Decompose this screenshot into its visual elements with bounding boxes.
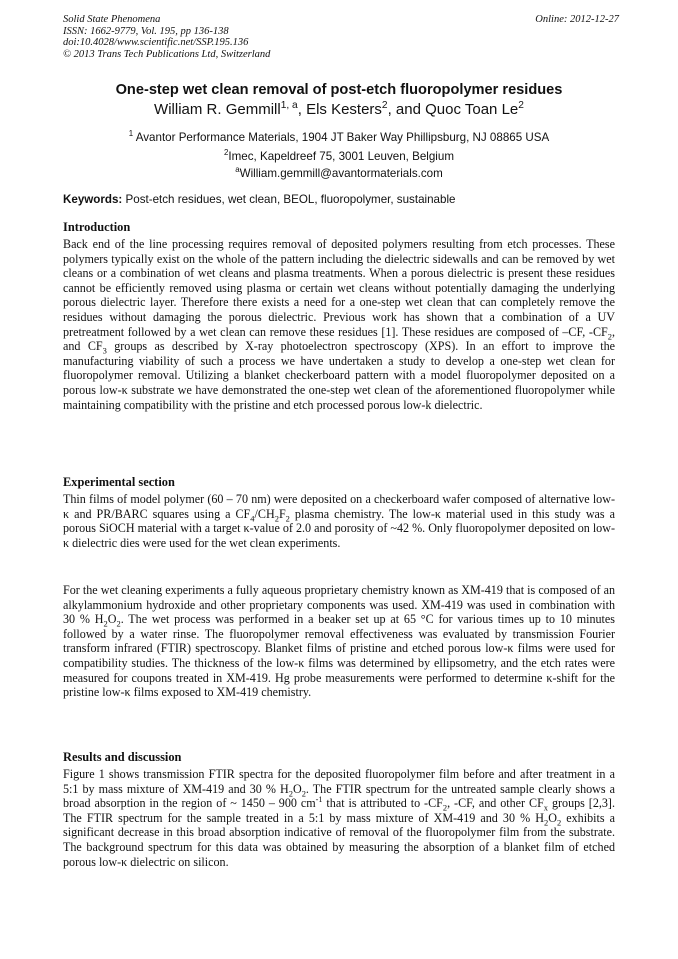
experimental-paragraph-1: Thin films of model polymer (60 – 70 nm) were deposited on a checkerboard wafer composed of alternative low-κ and PR/BARC squares using a $CF_4/CH_2F_2$ plasma chemistry. The low-κ material used in this study was a porous SiOCH material with a target κ-value of 2.0 and porosity of ~42 %. Only fluoropolymer deposited on low-κ dielectric dies were used for the wet clean experiments. — [63, 492, 615, 550]
author-name: Quoc Toan Le — [425, 101, 519, 118]
keywords-text: Post-etch residues, wet clean, BEOL, fluoropolymer, sustainable — [125, 193, 456, 206]
affiliation-mark: 1 — [128, 129, 134, 139]
keywords — [63, 193, 619, 206]
online-date: Online: 2012-12-27 — [535, 14, 619, 25]
affiliation-1 — [40, 131, 638, 144]
keywords-label: Keywords: — [63, 193, 123, 206]
author-affiliation-mark: 1, a — [280, 100, 298, 111]
affiliation-2 — [40, 150, 638, 163]
email-address: William.gemmill@avantormaterials.com — [239, 167, 443, 180]
doi-line: doi:10.4028/www.scientific.net/SSP.195.136 — [63, 37, 249, 48]
affiliation-mark: a — [235, 165, 240, 175]
affiliation-email — [40, 167, 638, 180]
author-name: Els Kesters — [306, 101, 382, 118]
section-heading-results: Results and discussion — [63, 750, 182, 764]
author-affiliation-mark: 2 — [518, 100, 524, 111]
introduction-paragraph: Back end of the line processing requires removal of deposited polymers resulting from etch processes. These polymers typically exist on the whole of the pattern including the dielectric sidewalls and can be removed by wet cleans or a combination of wet cleans and plasma treatments. When a porous dielectric is present these residues cannot be efficiently removed using plasma or certain wet cleans without potentially damaging the underlying porous dielectric layer. Therefore there exists a need for a one-step wet clean that can completely remove the residues without damaging the porous dielectric. Previous work has shown that a combination of a UV pretreatment followed by a wet clean can remove these residues [1]. These residues are composed of –CF, $-CF_2$, and $CF_3$ groups as described by X-ray photoelectron spectroscopy (XPS). In an effort to improve the manufacturing viability of such a process we have undertaken a study to develop a one-step wet clean for fluoropolymer removal. Utilizing a blanket checkerboard pattern with a model fluoropolymer deposited on a porous low-κ substrate we have demonstrated the one-step wet clean of the aforementioned fluoropolymer while maintaining compatibility with the pristine and etch processed porous low-k dielectric. — [63, 237, 616, 412]
author-separator: , and — [387, 101, 426, 118]
author-list — [40, 101, 638, 118]
section-heading-introduction: Introduction — [63, 220, 131, 234]
copyright-line: © 2013 Trans Tech Publications Ltd, Switzerland — [63, 48, 271, 60]
results-paragraph: Figure 1 shows transmission FTIR spectra for the deposited fluoropolymer film before and after treatment in a 5:1 by mass mixture of XM-419 and 30 % $H_2O_2$. The FTIR spectrum for the untreated sample clearly shows a broad absorption in the region of ~ 1450 – 900 $cm^{-1}$ that is attributed to $-CF_2$, -CF, and other $CF_x$ groups [2,3]. The FTIR spectrum for the sample treated in a 5:1 by mass mixture of XM-419 and 30 % $H_2O_2$ exhibits a significant decrease in this broad absorption indicative of removal of the fluoropolymer film from the substrate. The background spectrum for this data was obtained by measuring the absorption of a blanket film of etched porous low-κ dielectric on silicon. — [63, 767, 615, 869]
experimental-paragraph-2: For the wet cleaning experiments a fully aqueous proprietary chemistry known as XM-419 that is composed of an alkylammonium hydroxide and other proprietary components was used. XM-419 was used in combination with 30 % $H_2O_2$. The wet process was performed in a beaker set up at 65 °C for various times up to 10 minutes followed by a water rinse. The fluoropolymer removal effectiveness was evaluated by transmission Fourier transform infrared (FTIR) spectroscopy. Blanket films of pristine and etched porous low-κ films were used for compatibility studies. The thickness of the low-κ films was determined by ellipsometry, and the etch rates were measured for coupons treated in XM-419. Hg probe measurements were performed to determine κ-shift for the pristine low-κ films exposed to XM-419 chemistry. — [63, 583, 615, 700]
affiliation-mark: 2 — [224, 148, 229, 158]
affiliation-text: Imec, Kapeldreef 75, 3001 Leuven, Belgium — [228, 150, 454, 163]
section-heading-experimental: Experimental section — [63, 475, 175, 489]
journal-name: Solid State Phenomena — [63, 14, 161, 25]
author-name: William R. Gemmill — [154, 101, 281, 118]
author-affiliation-mark: 2 — [381, 100, 388, 111]
journal-header — [63, 14, 619, 60]
issn-line: ISSN: 1662-9779, Vol. 195, pp 136-138 — [63, 25, 229, 37]
author-separator: , — [297, 101, 307, 118]
affiliation-text: Avantor Performance Materials, 1904 JT Baker Way Phillipsburg, NJ 08865 USA — [135, 131, 550, 144]
paper-title: One-step wet clean removal of post-etch fluoropolymer residues — [115, 82, 563, 98]
